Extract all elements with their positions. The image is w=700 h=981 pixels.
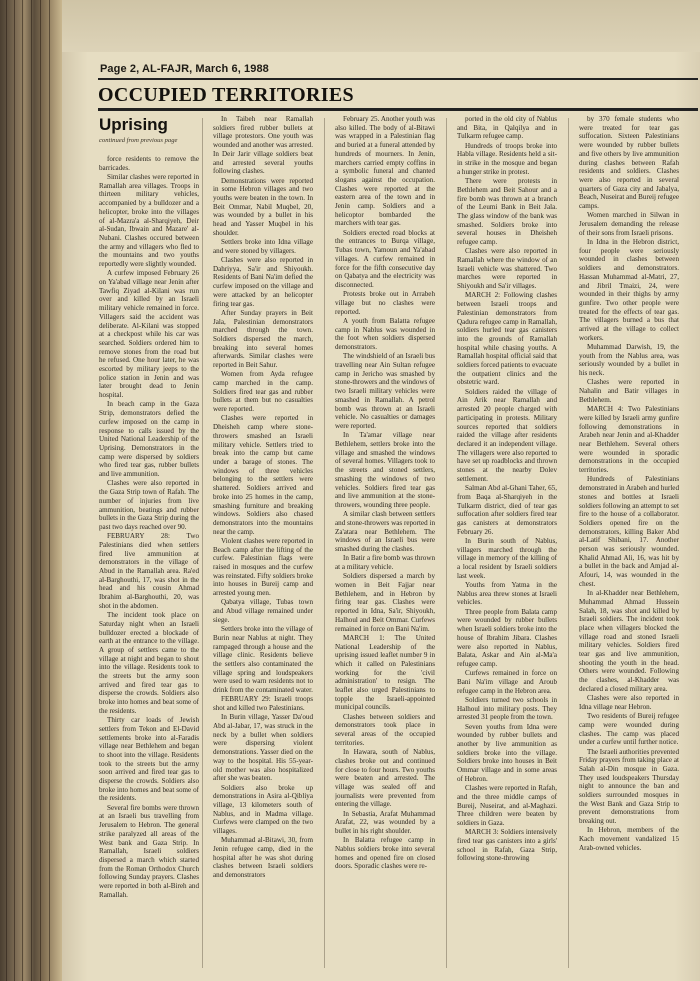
article-paragraph: Muhammad al-Bitawi, 30, from Jenin refugee camp, died in the hospital after he was shot during clashes between Israeli soldiers and demonstrators — [213, 836, 313, 880]
article-paragraph: force residents to remove the barricades. — [99, 155, 199, 172]
newspaper-page — [62, 0, 700, 981]
article-paragraph: There were protests in Bethlehem and Beit Sahour and a fire bomb was thrown at a branch of the Leumi Bank in Beit Jala. The glass window of the bank was smashed. Soldiers broke into several houses in Dheisheh refugee camp. — [457, 177, 557, 247]
article-paragraph: Several fire bombs were thrown at an Israeli bus travelling from Jerusalem to Hebron. The general strike paralyzed all areas of the West bank and Gaza Strip. In Ramallah, Israeli soldiers dispersed a march which started from the Roman Orthodox Church following Sunday prayers. Clashes were reported in both al-Bireh and Ramallah. — [99, 803, 199, 899]
article-paragraph: Clashes were also reported in Ramallah where the window of an Israeli vehicle was shattered. Two marches were reported in Shiyoukh and Sa'ir villages. — [457, 247, 557, 291]
article-paragraph: Settlers broke into Idna village and were stoned by villagers. — [213, 238, 313, 255]
article-paragraph: Soldiers erected road blocks at the entrances to Burqa village, Tubas town, Yamoun and Ya'abad villages. A curfew remained in force for the fifth consecutive day on Qabatya and the electricity was disconnected. — [335, 228, 435, 289]
article-paragraph: Clashes were also reported in the Gaza Strip town of Rafah. The number of injuries from live ammunition, beatings and rubber bullets in the Gaza Strip during the past two days reached over 90. — [99, 479, 199, 531]
article-paragraph: A youth from Balatta refugee camp in Nablus was wounded in the foot when soldiers dispersed demonstrators. — [335, 316, 435, 352]
article-paragraph: In Hebron, members of the Kach movement vandalized 15 Arab-owned vehicles. — [579, 826, 679, 852]
article-paragraph: Demonstrations were reported in some Hebron villages and two youths were beaten in the town. In Beit Ommar, Nabil Muqbel, 20, was wounded by a bullet in his head and Yasser Muqbel in his shoulder. — [213, 176, 313, 237]
article-paragraph: After Sunday prayers in Beit Jala, Palestinian demonstrators marched through the town. Soldiers dispersed the march, breaking into several homes afterwards. Similar clashes were reported in Beit Sahur. — [213, 308, 313, 370]
article-paragraph: In beach camp in the Gaza Strip, demonstrators defied the curfew imposed on the camp in response to calls issued by the United National Leadership of the Uprising. Demonstrators in the camp were dispersed by soldiers who fired tear gas, rubber bullets and live ammunition. — [99, 400, 199, 479]
article-paragraph: Soldiers raided the village of Ain Arik near Ramallah and arrested 20 people charged with participating in protests. Military sources reported that soldiers raided the village after residents declared it an independent village. The villagers were also reported to have set up roadblocks and thrown stones at the nearby Dolev settlement. — [457, 387, 557, 483]
article-paragraph: Protests broke out in Arrabeh village but no clashes were reported. — [335, 290, 435, 316]
article-paragraph: In Idna in the Hebron district, four people were seriously wounded in clashes between soldiers and demonstrators. Hassan Muhammad al-Matri, 27, and Jibril Tmaizi, 24, were wounded in their thighs by army gunfire. Two other people were treated for the effects of tear gas. The villagers burned a bus that arrived at the village to collect workers. — [579, 238, 679, 342]
header-rule — [98, 78, 698, 80]
article-paragraph: The Israeli authorities prevented Friday prayers from taking place at Salah al-Din mosque in Gaza. They used loudspeakers Thursday night to announce the ban and soldiers surrounded mosques in the West Bank and Gaza Strip to prevent demonstrations from breaking out. — [579, 747, 679, 826]
article-paragraph: Soldiers dispersed a march by women in Beit Fajjar near Bethlehem, and in Hebron by firing tear gas. Clashes were reported in Idna, Sa'ir, Shiyoukh, Halhoul and Beit Ommar. Curfews remained in force on Bani Na'im. — [335, 572, 435, 633]
article-paragraph: Youths from Yatma in the Nablus area threw stones at Israeli vehicles. — [457, 581, 557, 607]
article-paragraph: In Taibeh near Ramallah soldiers fired rubber bullets at village protestors. One youth was wounded and another was arrested. In Deir Jarir village soldiers beat and arrested several youths following clashes. — [213, 115, 313, 176]
article-paragraph: In Burin village, Yasser Da'oud Abd al-Jabar, 17, was struck in the neck by a bullet when soldiers were dispersing violent demonstrations. Yasser died on the way to the hospital. His 55-year-old mother was also hospitalized after she was beaten. — [213, 713, 313, 783]
article-paragraph: MARCH 4: Two Palestinians were killed by Israeli army gunfire following demonstrations in Arabeh near Jenin and al-Khadder near Bethlehem. Several others were wounded in sporadic demonstrations in the occupied territories. — [579, 405, 679, 475]
article-headline: Uprising — [99, 115, 168, 134]
article-paragraph: Clashes were reported in Dheisheh camp where stone-throwers smashed an Israeli military vehicle. Settlers tried to break into the camp but came under a barage of stones. The windows of three vehicles belonging to the settlers were shattered. Soldiers arrived and broke into 25 homes in the camp, smashing furniture and breaking windows. Soldiers also chased demonstrators into the mountains near the camp. — [213, 414, 313, 536]
article-paragraph: Qabatya village, Tubas town and Abud village remained under siege. — [213, 598, 313, 624]
article-paragraph: A similar clash between settlers and stone-throwers was reported in Za'atara near Bethlehem. The windows of an Israeli bus were smashed during the clashes. — [335, 510, 435, 554]
continued-note: continued from previous page — [99, 137, 178, 144]
article-paragraph: The incident took place on Saturday night when an Israeli bulldozer erected a blockade of earth at the entrance to the village. A group of settlers came to the village at night and began to shout into the village. Residents took to the streets but the army soon arrived and fired tear gas to disperse the crowds. Soldiers also broke into homes and beat some of the residents. — [99, 611, 199, 715]
article-column-1 — [99, 115, 199, 975]
article-paragraph: Women from Ayda refugee camp marched in the camp. Soldiers fired tear gas and rubber bullets at them but no casualties were reported. — [213, 370, 313, 414]
article-paragraph: Hundreds of troops broke into Habla village. Residents held a sit-in strike in the mosque and began a hunger strike in protest. — [457, 141, 557, 176]
article-paragraph: A curfew imposed February 26 on Ya'abad village near Jenin after Tawfiq Ziyad al-Kilani was run over and killed by an Israeli military vehicle remained in force. Villagers said the accident was deliberate. Al-Kilani was stopped at a checkpost while his car was searched. Soldiers ordered him to remove stones from the road but he refused. One hour later, he was escorted by military jeeps to the police station in Jenin and was later brought dead to Jenin hospital. — [99, 269, 199, 400]
book-binding — [0, 0, 62, 981]
article-column-3 — [335, 115, 435, 975]
article-paragraph: Women marched in Silwan in Jerusalem demanding the release of their sons from Israeli prisons. — [579, 211, 679, 237]
article-paragraph: February 25. Another youth was also killed. The body of al-Bitawi was wrapped in a Palestinian flag and buried at a funeral attended by hundreds of mourners. In Jenin, marchers carried empty coffins in a symbolic funeral and chanted slogans against the occupation. Clashes were reported at the eastern area of the town and in Jenin camp. Soldiers and a helicoptor bombarded the marchers with tear gas. — [335, 115, 435, 228]
article-paragraph: Two residents of Bureij refugee camp were wounded during clashes. The camp was placed under a curfew until further notice. — [579, 712, 679, 747]
article-paragraph: by 370 female students who were treated for tear gas suffocation. Sixteen Palestinians were wounded by rubber bullets and five others by live ammunition during clashes between Rafah residents and soldiers. Clashes were also reported in several quarters of Gaza city and Jabalya, Beach, Nuseirat and Bureij refugee camps. — [579, 115, 679, 211]
article-column-2 — [213, 115, 313, 975]
section-title: OCCUPIED TERRITORIES — [98, 84, 354, 106]
article-paragraph: Settlers broke into the village of Burin near Nablus at night. They rampaged through a house and the village clinic. Residents believe the settlers also contaminated the village spring and loudspeakers were used to warn residents not to drink from the contaminated water. — [213, 625, 313, 695]
article-paragraph: Muhammad Darwish, 19, the youth from the Nablus area, was seriously wounded by a bullet in his neck. — [579, 343, 679, 378]
article-paragraph: Seven youths from Idna were wounded by rubber bullets and another by live ammunition as soldiers broke into the village. Soldiers broke into houses in Beit Ommar village and in some areas of Hebron. — [457, 722, 557, 783]
column-divider — [202, 118, 203, 968]
article-paragraph: Curfews remained in force on Bani Na'im village and Aroub refugee camp in the Hebron area. — [457, 669, 557, 695]
article-paragraph: Soldiers also broke up demonstrations in Asira al-Qibliya village, 13 kilometers south of Nablus, and in Madma village. Curfews were clamped on the two villages. — [213, 783, 313, 836]
article-paragraph: MARCH 3: Soldiers intensively fired tear gas canisters into a girls' school in Rafah, Gaza Strip, following stone-throwing — [457, 828, 557, 863]
column-divider — [446, 118, 447, 968]
article-paragraph: Hundreds of Palestinians demonstrated in Arabeh and hurled stones and bottles at Israeli soldiers following an attempt to set fire to the house of a collaborator. Soldiers opened fire on the demonstrators, killing Baker Abd al-Latif Shibani, 17. Another person was seriously wounded. Khalid Ahmad Ali, 16, was hit by a bullet in the back and Amjad al-Afouri, 14, was wounded in the chest. — [579, 475, 679, 588]
article-paragraph: Salman Abd al-Ghani Taher, 65, from Baqa al-Sharqiyeh in the Tulkarm district, died of tear gas suffocation after soldiers fired tear gas canisters at demonstrators February 26. — [457, 484, 557, 536]
article-paragraph: In Hawara, south of Nablus, clashes broke out and continued for close to four hours. Two youths were beaten and arrested. The village was sealed off and journalists were prevented from entering the village. — [335, 748, 435, 809]
article-paragraph: Clashes were also reported in Idna village near Hebron. — [579, 694, 679, 711]
article-paragraph: Thirty car loads of Jewish settlers from Tekon and El-David settlements broke into al-Faradis village near Bethlehem and began to shoot into the village. Residents took to the streets but the army soon arrived and fired tear gas to disperse the crowds. Soldiers also broke into homes and beat some of the residents. — [99, 716, 199, 803]
column-divider — [324, 118, 325, 968]
article-paragraph: In al-Khadder near Bethlehem, Muhammad Ahmad Hussein Salah, 18, was shot and killed by Israeli soldiers. The incident took place when villagers blocked the village road and stoned Israeli military vehicles. Soldiers fired tear gas and live ammunition, shooting the youth in the head. Others were wounded. Following the clashes, al-Khadder was declared a closed military area. — [579, 589, 679, 693]
article-paragraph: In Sebastia, Arafat Muhammad Arafat, 22, was wounded by a bullet in his right shoulder. — [335, 809, 435, 836]
running-head: Page 2, AL-FAJR, March 6, 1988 — [100, 63, 269, 75]
article-paragraph: Clashes were reported in Rafah, and the three middle camps of Bureij, Nuseirat, and al-Maghazi. Three children were beaten by soldiers in Gaza. — [457, 784, 557, 827]
article-paragraph: FEBRUARY 29: Israeli troops shot and killed two Palestinians. — [213, 695, 313, 713]
article-paragraph: Clashes were also reported in Dahriyya, Sa'ir and Shiyoukh. Residents of Bani Na'im defied the curfew imposed on the village and were attacked by an helicopter firing tear gas. — [213, 256, 313, 308]
article-paragraph: Soldiers turned two schools in Halhoul into military posts. They arrested 31 people from the town. — [457, 695, 557, 722]
column-divider — [568, 118, 569, 968]
article-paragraph: MARCH 1: The United National Leadership of the uprising issued leaflet number 9 in which it called on Palestinians working for the 'civil administration' to resign. The leaflet also urged Palestinians to topple the Israeli-appointed municipal councils. — [335, 633, 435, 712]
article-paragraph: In Ta'amar village near Bethlehem, settlers broke into the village and smashed the windows of several homes. Villagers took to the streets and stoned settlers, smashing the windows of two vehicles. Soldiers fired tear gas and live ammunition at the stone-throwers, wounding three people. — [335, 431, 435, 509]
article-paragraph: Similar clashes were reported in Ramallah area villages. Troops in thirteen military vehicles, accompanied by a bulldozer and a helicopter, broke into the villages of al-Mazra'a al-Sharqiyeh, Deir al-Sudan, Ibwain and Mazare' al-Nubani. Clashes occured between the army and villagers who fled to the mountains and two youths reportedly were slightly wounded. — [99, 173, 199, 269]
article-paragraph: In Burin south of Nablus, villagers marched through the village in memory of the killing of a local resident by Israeli soldiers last week. — [457, 536, 557, 580]
article-paragraph: ported in the old city of Nablus and Bita, in Qalqilya and in Tulkarm refugee camp. — [457, 115, 557, 141]
article-column-4 — [457, 115, 557, 975]
article-paragraph: Three people from Balata camp were wounded by rubber bullets when Israeli soldiers broke into the house of Ibrahim Jibara. Clashes were also reported in Nablus, Balata, Askar and Ain al-Ma'a refugee camp. — [457, 607, 557, 668]
article-paragraph: Violent clashes were reported in Beach camp after the lifting of the curfew. Palestinian flags were raised in mosques and the curfew was reinstated. Fifty soldiers broke into houses in Bureij camp and arrested young men. — [213, 536, 313, 598]
article-paragraph: In Batir a fire bomb was thrown at a military vehicle. — [335, 554, 435, 572]
article-column-5 — [579, 115, 679, 975]
article-paragraph: Clashes were reported in Nahalin and Batir villages in Bethlehem. — [579, 378, 679, 404]
article-paragraph: Clashes between soldiers and demonstrators took place in several areas of the occupied territories. — [335, 712, 435, 747]
article-paragraph: In Balatta refugee camp in Nablus soldiers broke into several homes and opened fire on closed doors. Sporadic clashes were re- — [335, 836, 435, 871]
article-paragraph: The windshield of an Israeli bus travelling near Ain Sultan refugee camp in Jericho was smashed by stone-throwers and the windows of two Israeli military vehicles were smashed in Ramallah. A petrol bomb was thrown at an Israeli vehicle. No casualties or damages were reported. — [335, 352, 435, 430]
page-top-margin — [62, 0, 700, 52]
section-rule — [98, 108, 698, 111]
article-paragraph: FEBRUARY 28: Two Palestinians died when settlers fired live ammunition at demonstrators in the village of Abud in the Ramallah area. Ra'ed al-Barghouthi, 17, was shot in the head and his cousin Ahmad Ibrahim al-Barghouthi, 20, was shot in the abdomen. — [99, 532, 199, 610]
article-paragraph: MARCH 2: Following clashes between Israeli troops and Palestinian demonstrators from Qadura refugee camp in Ramallah, soldiers hurled tear gas canisters into the grounds of Ramallah hospital while chasing youths. A Ramallah hospital official said that soldiers forced patients to evacuate the outpatient clinics and the obstetric ward. — [457, 291, 557, 387]
